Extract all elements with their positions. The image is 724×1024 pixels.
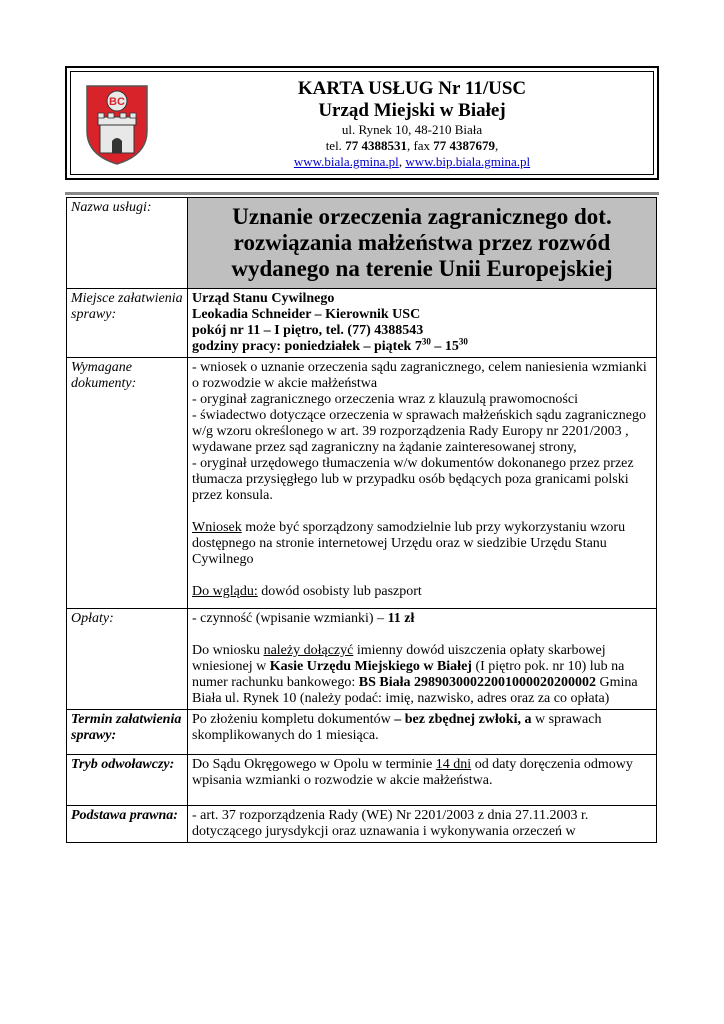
documents-content bbox=[188, 358, 657, 609]
fax-number: 77 4387679 bbox=[433, 138, 496, 153]
website-link[interactable]: www.biala.gmina.pl bbox=[293, 154, 399, 169]
fee-line bbox=[192, 611, 652, 627]
header-box bbox=[65, 66, 659, 180]
view-note bbox=[192, 584, 652, 600]
view-label: Do wglądu: bbox=[192, 584, 258, 599]
pay-text-underlined: należy dołączyć bbox=[263, 643, 354, 658]
pay-text-b: imienny dowód uiszczenia opłaty skarbowej wniesionej w bbox=[192, 643, 606, 674]
hours-separator: – 15 bbox=[430, 339, 459, 354]
fee-amount: 11 zł bbox=[387, 611, 415, 626]
pay-text-a: Do wniosku bbox=[192, 643, 264, 658]
appeal-deadline: 14 dni bbox=[435, 757, 472, 772]
service-name: Uznanie orzeczenia zagranicznego dot. rozwiązania małżeństwa przez rozwód wydanego na terenie Unii Europejskiej bbox=[188, 198, 657, 289]
term-content bbox=[188, 710, 657, 755]
fax-suffix: , bbox=[495, 138, 499, 153]
hours-prefix: godziny pracy: poniedziałek – piątek 7 bbox=[192, 339, 422, 354]
term-text-a: Po złożeniu kompletu dokumentów bbox=[192, 712, 395, 727]
appeal-text-a: Do Sądu Okręgowego w Opolu w terminie bbox=[192, 757, 436, 772]
appeal-text-b: od daty doręczenia odmowy wpisania wzmianki o rozwodzie w akcie małżeństwa. bbox=[192, 757, 633, 788]
legal-content: - art. 37 rozporządzenia Rady (WE) Nr 2201/2003 z dnia 27.11.2003 r. dotyczącego jurysdykcji oraz uznawania i wykonywania orzeczeń w bbox=[188, 806, 657, 843]
place-hours bbox=[192, 336, 652, 355]
link-separator: , bbox=[398, 154, 406, 169]
bip-link[interactable]: www.bip.biala.gmina.pl bbox=[405, 154, 531, 169]
term-label: Termin załatwienia sprawy: bbox=[67, 710, 188, 755]
card-title: KARTA USŁUG Nr 11/USC bbox=[297, 78, 527, 99]
document-item: - oryginał urzędowego tłumaczenia w/w dokumentów dokonanego przez przez tłumacza przysięgłego lub w przypadku osób będących poza granicami polski przez konsula. bbox=[192, 456, 634, 503]
place-room: pokój nr 11 – I piętro, tel. (77) 4388543 bbox=[192, 323, 424, 338]
fees-label: Opłaty: bbox=[67, 609, 188, 710]
contact-line bbox=[171, 138, 653, 154]
pay-text-d: Gmina Biała ul. Rynek 10 (należy podać: imię, nazwisko, adres oraz za co opłata) bbox=[192, 675, 638, 706]
view-rest: dowód osobisty lub paszport bbox=[257, 584, 422, 599]
phone-number: 77 4388531 bbox=[345, 138, 407, 153]
coat-of-arms-icon bbox=[84, 83, 150, 167]
separator-bar bbox=[65, 192, 659, 195]
office-address: ul. Rynek 10, 48-210 Biała bbox=[341, 122, 483, 137]
place-office: Urząd Stanu Cywilnego bbox=[192, 291, 335, 306]
cashier-name: Kasie Urzędu Miejskiego w Białej bbox=[269, 659, 472, 674]
crest-letters: BC bbox=[109, 96, 125, 108]
legal-label: Podstawa prawna: bbox=[67, 806, 188, 843]
document-item: - wniosek o uznanie orzeczenia sądu zagranicznego, celem naniesienia wzmianki o rozwodzie w akcie małżeństwa bbox=[192, 360, 647, 391]
place-content bbox=[188, 289, 657, 358]
note-rest: może być sporządzony samodzielnie lub przy wykorzystaniu wzoru dostępnego na stronie internetowej Urzędu oraz w siedzibie Urzędu Stanu Cywilnego bbox=[192, 520, 626, 567]
application-note bbox=[192, 520, 652, 568]
row-fees bbox=[67, 609, 657, 710]
note-word: Wniosek bbox=[192, 520, 242, 535]
office-name: Urząd Miejski w Białej bbox=[318, 100, 506, 121]
pay-text-c: (I piętro pok. nr 10) lub na numer rachunku bankowego: bbox=[192, 659, 625, 690]
fees-content bbox=[188, 609, 657, 710]
row-legal bbox=[67, 806, 657, 843]
row-documents bbox=[67, 358, 657, 609]
fax-prefix: , fax bbox=[406, 138, 434, 153]
term-text-bold: – bez zbędnej zwłoki, a bbox=[394, 712, 532, 727]
service-label: Nazwa usługi: bbox=[67, 198, 188, 289]
fee-item: - czynność (wpisanie wzmianki) – bbox=[192, 611, 388, 626]
header-text bbox=[171, 78, 653, 170]
row-term bbox=[67, 710, 657, 755]
row-appeal bbox=[67, 755, 657, 806]
appeal-content bbox=[188, 755, 657, 806]
document-item: - świadectwo dotyczące orzeczenia w sprawach małżeńskich sądu zagranicznego w/g wzoru określonego w art. 39 rozporządzenia Rady Europy nr 2201/2003 , wydawane przez sąd zagraniczny na żądanie zainteresowanej strony, bbox=[192, 408, 646, 455]
payment-instructions bbox=[192, 643, 652, 707]
service-card-table bbox=[66, 197, 657, 843]
place-manager: Leokadia Schneider – Kierownik USC bbox=[192, 307, 421, 322]
row-place bbox=[67, 289, 657, 358]
document-item: - oryginał zagranicznego orzeczenia wraz z klauzulą prawomocności bbox=[192, 392, 578, 407]
term-text-b: w sprawach skomplikowanych do 1 miesiąca. bbox=[192, 712, 602, 743]
links-line bbox=[171, 154, 653, 170]
documents-label: Wymagane dokumenty: bbox=[67, 358, 188, 609]
header-inner bbox=[70, 71, 654, 175]
bank-account: BS Biała 29890300022001000020200002 bbox=[358, 675, 597, 690]
hours-to-min: 30 bbox=[458, 336, 468, 347]
hours-from-min: 30 bbox=[421, 336, 431, 347]
place-label: Miejsce załatwienia sprawy: bbox=[67, 289, 188, 358]
row-service-name bbox=[67, 198, 657, 289]
phone-prefix: tel. bbox=[325, 138, 346, 153]
appeal-label: Tryb odwoławczy: bbox=[67, 755, 188, 806]
